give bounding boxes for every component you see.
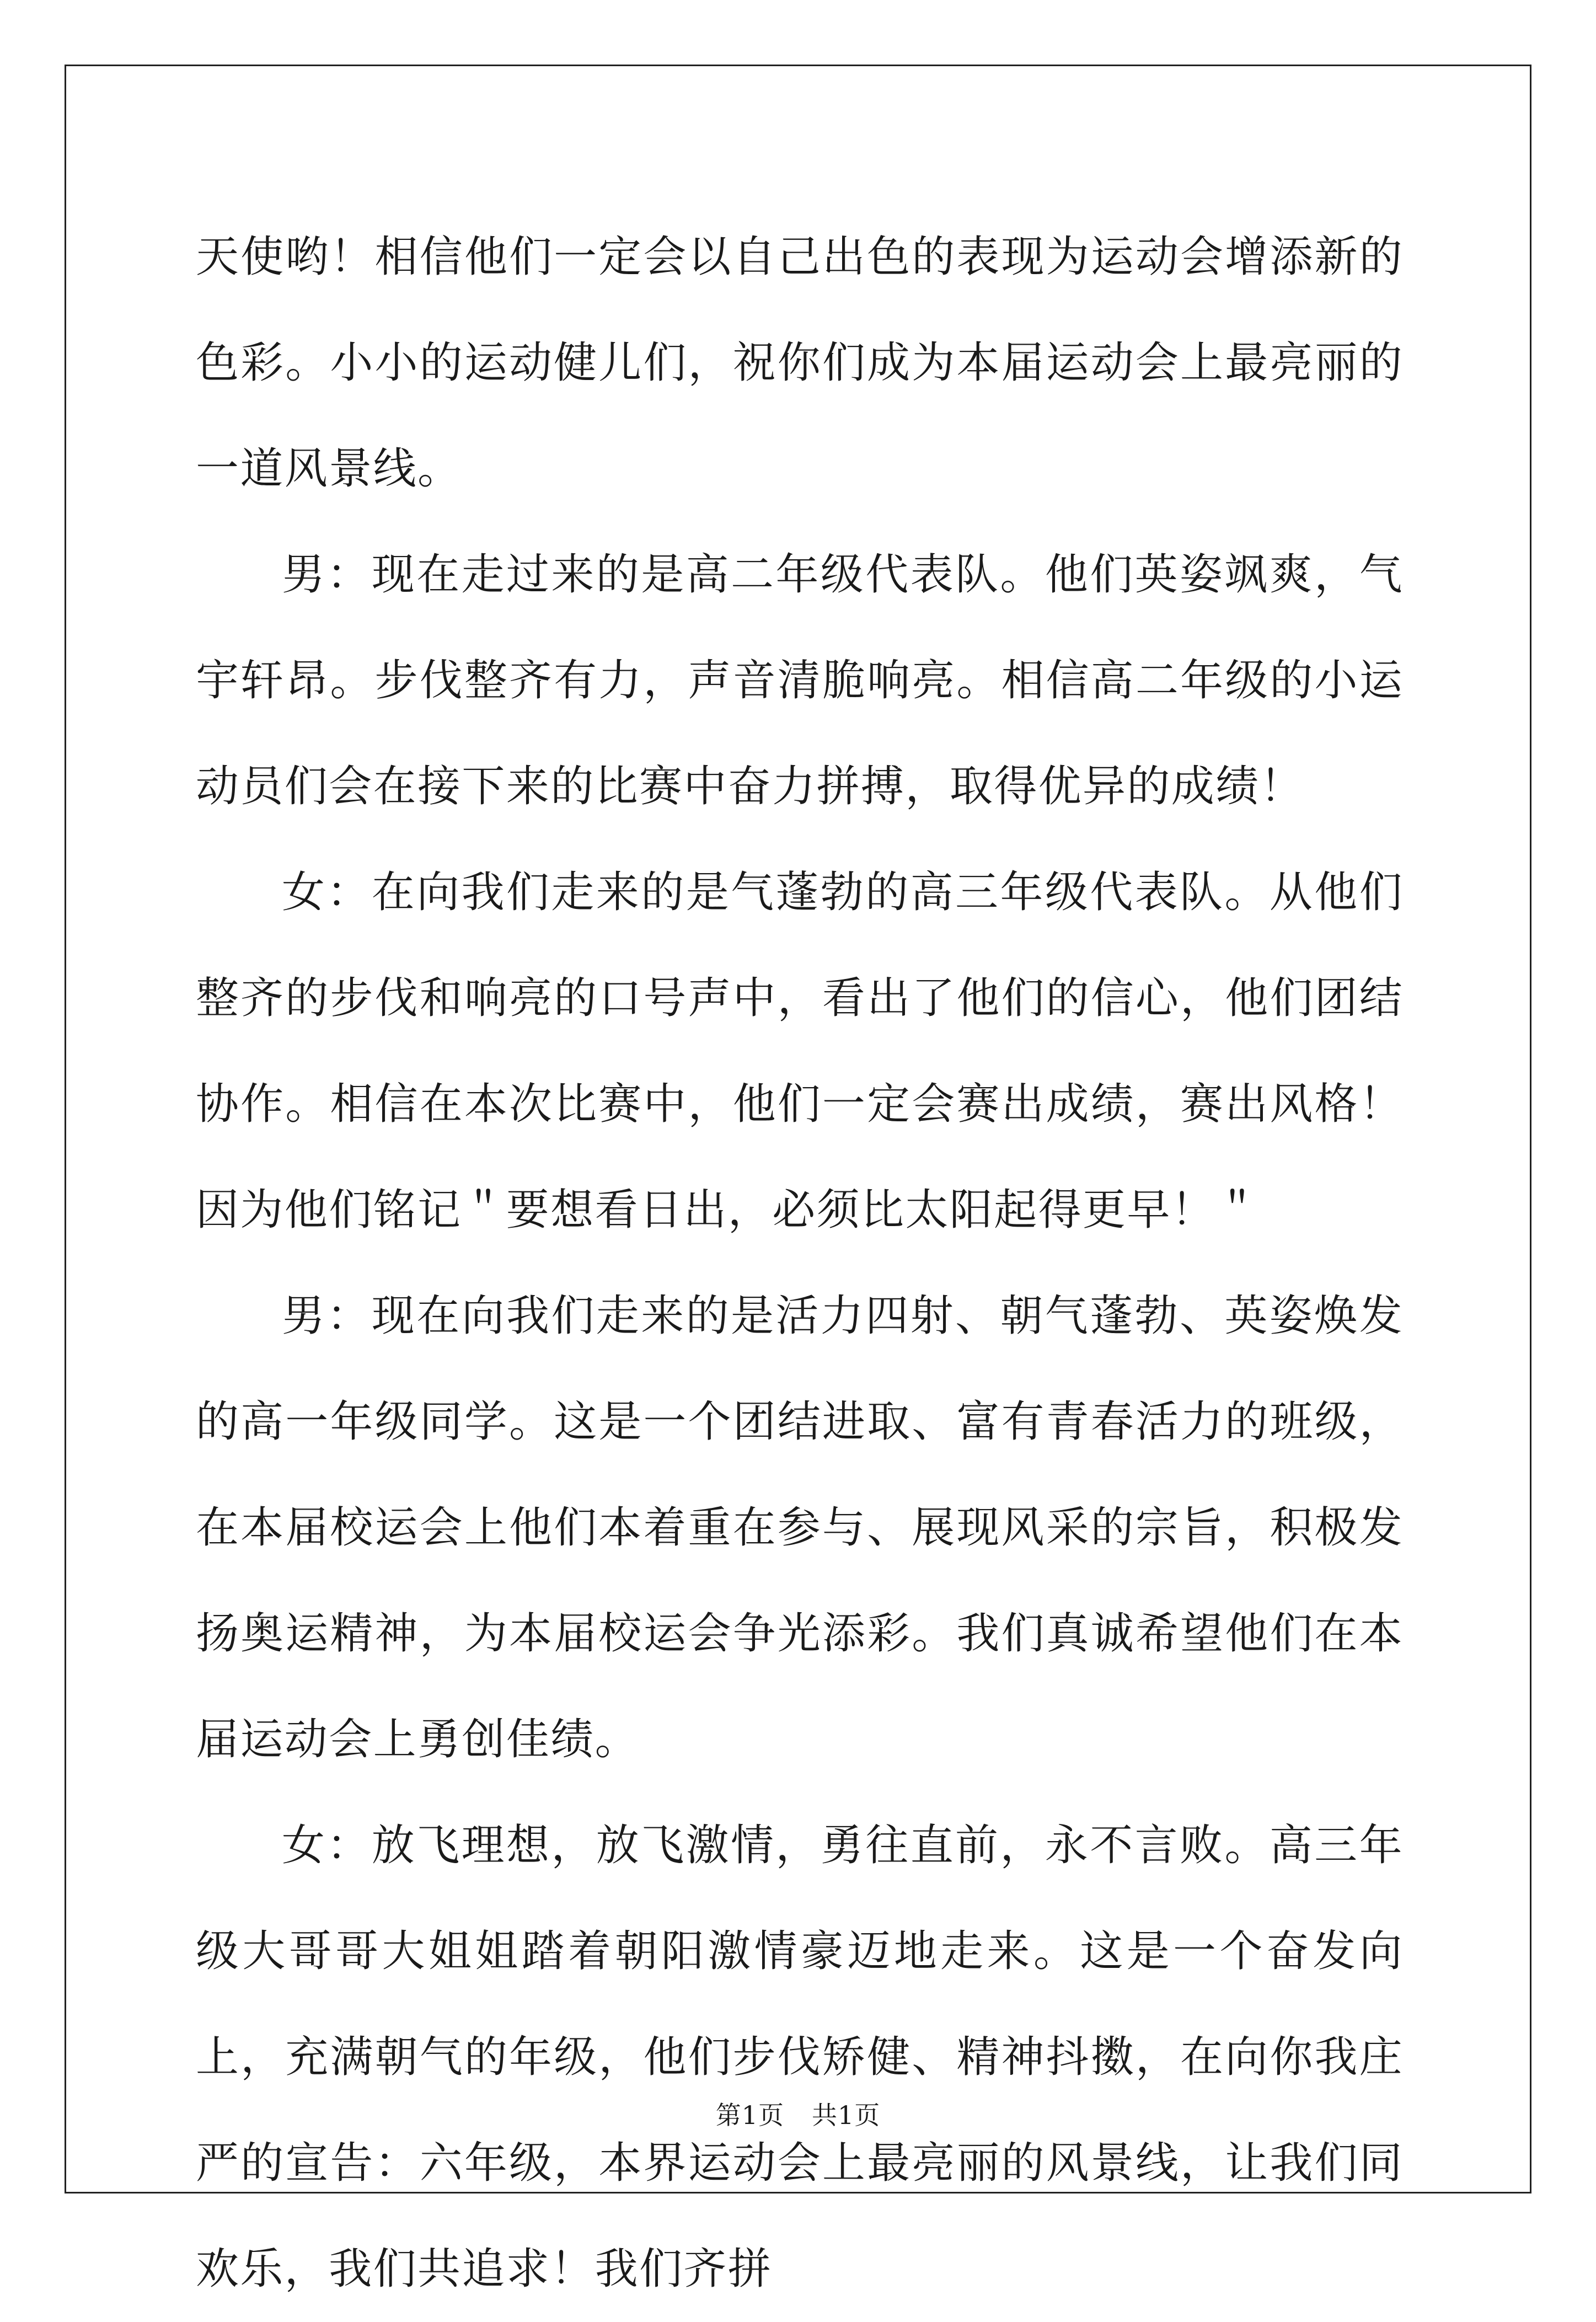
paragraph-2: 男：现在走过来的是高二年级代表队。他们英姿飒爽，气宇轩昂。步伐整齐有力，声音清脆响亮。相信高二年级的小运动员们会在接下来的比赛中奋力拼搏，取得优异的成绩！ [196, 550, 1404, 811]
paragraph-3: 女：在向我们走来的是气蓬勃的高三年级代表队。从他们整齐的步伐和响亮的口号声中，看出了他们的信心，他们团结协作。相信在本次比赛中，他们一定会赛出成绩，赛出风格！因为他们铭记＂要想看日出，必须比太阳起得更早！＂ [196, 868, 1404, 1235]
page-number: 第1页 [715, 2100, 784, 2130]
paragraph-1: 天使哟！相信他们一定会以自己出色的表现为运动会增添新的色彩。小小的运动健儿们，祝你们成为本届运动会上最亮丽的一道风景线。 [196, 232, 1404, 494]
page-total: 共1页 [812, 2100, 881, 2130]
page-footer [0, 2099, 1596, 2132]
document-body [196, 204, 1404, 2322]
paragraph-4: 男：现在向我们走来的是活力四射、朝气蓬勃、英姿焕发的高一年级同学。这是一个团结进取、富有青春活力的班级，在本届校运会上他们本着重在参与、展现风采的宗旨，积极发扬奥运精神，为本届校运会争光添彩。我们真诚希望他们在本届运动会上勇创佳绩。 [196, 1291, 1404, 1764]
paragraph-5: 女：放飞理想，放飞激情，勇往直前，永不言败。高三年级大哥哥大姐姐踏着朝阳激情豪迈地走来。这是一个奋发向上，充满朝气的年级，他们步伐矫健、精神抖擞，在向你我庄严的宣告：六年级，本界运动会上最亮丽的风景线，让我们同欢乐，我们共追求！我们齐拼 [196, 1821, 1404, 2294]
